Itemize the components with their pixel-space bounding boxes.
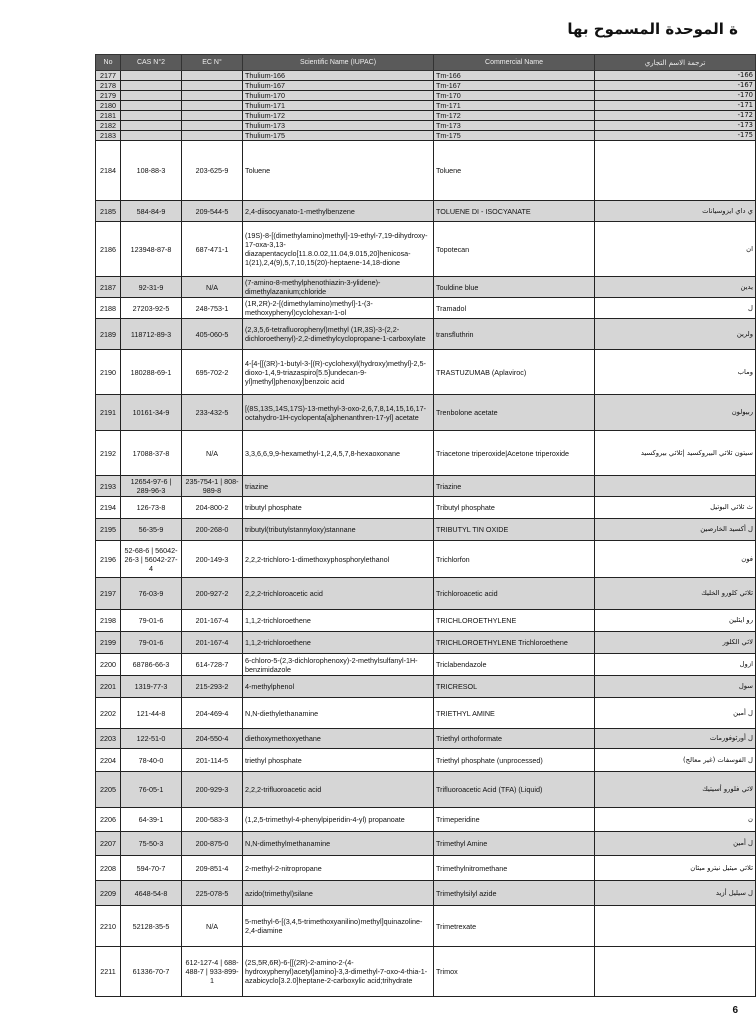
- cas-number: 79-01-6: [121, 610, 182, 632]
- table-row: [96, 578, 756, 610]
- arabic-translation: 175-: [595, 131, 756, 141]
- ec-number: [182, 111, 243, 121]
- arabic-translation: [595, 141, 756, 201]
- row-number: 2185: [96, 201, 121, 222]
- arabic-translation: ثلاثي كلورو الخليك: [595, 578, 756, 610]
- cas-number: 1319-77-3: [121, 676, 182, 698]
- commercial-name: Tm-175: [434, 131, 595, 141]
- header-no: No: [96, 55, 121, 71]
- cas-number: 584-84-9: [121, 201, 182, 222]
- scientific-name: 1,1,2-trichloroethene: [243, 632, 434, 654]
- commercial-name: Triacetone triperoxide|Acetone triperoxide: [434, 431, 595, 476]
- arabic-translation: [595, 476, 756, 497]
- header-ec: EC N°: [182, 55, 243, 71]
- commercial-name: TRIETHYL AMINE: [434, 698, 595, 729]
- cas-number: 12654-97-6 | 289-96-3: [121, 476, 182, 497]
- scientific-name: 4-[4-[[(3R)-1-butyl-3-[(R)-cyclohexyl(hydroxy)methyl]-2,5-dioxo-1,4,9-triazaspiro[5.5]undecan-9-yl]methyl]phenoxy]benzoic acid: [243, 350, 434, 395]
- scientific-name: diethoxymethoxyethane: [243, 729, 434, 749]
- header-translation: ترجمة الاسم التجاري: [595, 55, 756, 71]
- arabic-translation: رو ايثلين: [595, 610, 756, 632]
- arabic-translation: ثلاثي ميثيل نيترو ميثان: [595, 856, 756, 881]
- table-row: [96, 772, 756, 808]
- ec-number: 209-851-4: [182, 856, 243, 881]
- scientific-name: 4-methylphenol: [243, 676, 434, 698]
- ec-number: 225-078-5: [182, 881, 243, 906]
- row-number: 2181: [96, 111, 121, 121]
- table-row: [96, 222, 756, 277]
- arabic-translation: ل أمين: [595, 698, 756, 729]
- arabic-translation: ولرين: [595, 319, 756, 350]
- cas-number: 64-39-1: [121, 808, 182, 832]
- arabic-translation: ازول: [595, 654, 756, 676]
- arabic-translation: [595, 947, 756, 997]
- table-row: [96, 610, 756, 632]
- ec-number: 200-929-3: [182, 772, 243, 808]
- scientific-name: Toluene: [243, 141, 434, 201]
- row-number: 2178: [96, 81, 121, 91]
- row-number: 2192: [96, 431, 121, 476]
- commercial-name: Triclabendazole: [434, 654, 595, 676]
- row-number: 2180: [96, 101, 121, 111]
- cas-number: 17088-37-8: [121, 431, 182, 476]
- commercial-name: Tm-167: [434, 81, 595, 91]
- commercial-name: Tm-170: [434, 91, 595, 101]
- row-number: 2195: [96, 519, 121, 541]
- table-row: [96, 71, 756, 81]
- row-number: 2209: [96, 881, 121, 906]
- header-cas: CAS N°2: [121, 55, 182, 71]
- scientific-name: Thulium-173: [243, 121, 434, 131]
- ec-number: 200-927-2: [182, 578, 243, 610]
- table-row: [96, 832, 756, 856]
- ec-number: 204-469-4: [182, 698, 243, 729]
- ec-number: [182, 101, 243, 111]
- scientific-name: 2,2,2-trichloroacetic acid: [243, 578, 434, 610]
- row-number: 2205: [96, 772, 121, 808]
- scientific-name: 6-chloro-5-(2,3-dichlorophenoxy)-2-methylsulfanyl-1H-benzimidazole: [243, 654, 434, 676]
- arabic-translation: ث ثلاثي البوتيل: [595, 497, 756, 519]
- cas-number: 180288-69-1: [121, 350, 182, 395]
- row-number: 2198: [96, 610, 121, 632]
- scientific-name: azido(trimethyl)silane: [243, 881, 434, 906]
- cas-number: [121, 91, 182, 101]
- ec-number: [182, 91, 243, 101]
- scientific-name: 1,1,2-trichloroethene: [243, 610, 434, 632]
- cas-number: [121, 121, 182, 131]
- scientific-name: Thulium-175: [243, 131, 434, 141]
- table-row: [96, 81, 756, 91]
- cas-number: [121, 81, 182, 91]
- ec-number: [182, 71, 243, 81]
- scientific-name: (19S)-8-[(dimethylamino)methyl]-19-ethyl-7,19-dihydroxy-17-oxa-3,13-diazapentacyclo[11.8.0.02,11.04,9.015,20]henicosa-1(21),2,4(9),5,7,10,15(20)-heptaene-14,18-dione: [243, 222, 434, 277]
- table-row: [96, 201, 756, 222]
- page-number: 6: [732, 1005, 738, 1016]
- ec-number: 215-293-2: [182, 676, 243, 698]
- row-number: 2197: [96, 578, 121, 610]
- ec-number: 204-800-2: [182, 497, 243, 519]
- ec-number: 201-114-5: [182, 749, 243, 772]
- arabic-translation: ل أمين: [595, 832, 756, 856]
- row-number: 2191: [96, 395, 121, 431]
- cas-number: 92-31-9: [121, 277, 182, 298]
- table-row: [96, 698, 756, 729]
- arabic-translation: 166-: [595, 71, 756, 81]
- row-number: 2183: [96, 131, 121, 141]
- table-row: [96, 881, 756, 906]
- commercial-name: Tm-172: [434, 111, 595, 121]
- arabic-translation: ل: [595, 298, 756, 319]
- row-number: 2184: [96, 141, 121, 201]
- scientific-name: tributyl phosphate: [243, 497, 434, 519]
- commercial-name: transfluthrin: [434, 319, 595, 350]
- ec-number: 200-875-0: [182, 832, 243, 856]
- cas-number: 108-88-3: [121, 141, 182, 201]
- ec-number: 612-127-4 | 688-488-7 | 933-899-1: [182, 947, 243, 997]
- row-number: 2201: [96, 676, 121, 698]
- cas-number: 123948-87-8: [121, 222, 182, 277]
- scientific-name: (2,3,5,6-tetrafluorophenyl)methyl (1R,3S)-3-(2,2-dichloroethenyl)-2,2-dimethylcyclopropane-1-carboxylate: [243, 319, 434, 350]
- scientific-name: [(8S,13S,14S,17S)-13-methyl-3-oxo-2,6,7,8,14,15,16,17-octahydro-1H-cyclopenta[a]phenanthren-17-yl] acetate: [243, 395, 434, 431]
- commercial-name: Tm-171: [434, 101, 595, 111]
- ec-number: 405-060-5: [182, 319, 243, 350]
- ec-number: 200-583-3: [182, 808, 243, 832]
- cas-number: 121-44-8: [121, 698, 182, 729]
- commercial-name: Touldine blue: [434, 277, 595, 298]
- ec-number: 233-432-5: [182, 395, 243, 431]
- scientific-name: 2,2,2-trichloro-1-dimethoxyphosphorylethanol: [243, 541, 434, 578]
- commercial-name: Topotecan: [434, 222, 595, 277]
- cas-number: 4648-54-8: [121, 881, 182, 906]
- table-row: [96, 519, 756, 541]
- cas-number: 56-35-9: [121, 519, 182, 541]
- table-row: [96, 121, 756, 131]
- scientific-name: 2,2,2-trifluoroacetic acid: [243, 772, 434, 808]
- header-commercial-name: Commercial Name: [434, 55, 595, 71]
- scientific-name: N,N-dimethylmethanamine: [243, 832, 434, 856]
- cas-number: [121, 111, 182, 121]
- ec-number: N/A: [182, 277, 243, 298]
- row-number: 2202: [96, 698, 121, 729]
- table-row: [96, 91, 756, 101]
- arabic-translation: سول: [595, 676, 756, 698]
- commercial-name: Triethyl phosphate (unprocessed): [434, 749, 595, 772]
- row-number: 2208: [96, 856, 121, 881]
- ec-number: [182, 121, 243, 131]
- commercial-name: Tributyl phosphate: [434, 497, 595, 519]
- data-table: [95, 54, 756, 997]
- table-header-row: [96, 55, 756, 71]
- arabic-translation: لاثي فلورو أسيتيك: [595, 772, 756, 808]
- arabic-translation: فون: [595, 541, 756, 578]
- arabic-translation: ل أورثوفورمات: [595, 729, 756, 749]
- scientific-name: (7-amino-8-methylphenothiazin-3-ylidene)-dimethylazanium;chloride: [243, 277, 434, 298]
- cas-number: 78-40-0: [121, 749, 182, 772]
- cas-number: 52128-35-5: [121, 906, 182, 947]
- row-number: 2188: [96, 298, 121, 319]
- table-row: [96, 131, 756, 141]
- commercial-name: TOLUENE DI - ISOCYANATE: [434, 201, 595, 222]
- cas-number: 52-68-6 | 56042-26-3 | 56042-27-4: [121, 541, 182, 578]
- scientific-name: (1,2,5-trimethyl-4-phenylpiperidin-4-yl) propanoate: [243, 808, 434, 832]
- scientific-name: Thulium-170: [243, 91, 434, 101]
- cas-number: 122-51-0: [121, 729, 182, 749]
- cas-number: 10161-34-9: [121, 395, 182, 431]
- arabic-translation: وماب: [595, 350, 756, 395]
- arabic-translation: ل أكسيد الخارصين: [595, 519, 756, 541]
- row-number: 2211: [96, 947, 121, 997]
- arabic-translation: 173-: [595, 121, 756, 131]
- commercial-name: Trimox: [434, 947, 595, 997]
- commercial-name: Trimethyl Amine: [434, 832, 595, 856]
- row-number: 2194: [96, 497, 121, 519]
- cas-number: [121, 71, 182, 81]
- table-row: [96, 749, 756, 772]
- row-number: 2204: [96, 749, 121, 772]
- data-table-container: [95, 54, 755, 997]
- commercial-name: Trichlorfon: [434, 541, 595, 578]
- cas-number: 61336-70-7: [121, 947, 182, 997]
- ec-number: 200-268-0: [182, 519, 243, 541]
- commercial-name: TRICHLOROETHYLENE: [434, 610, 595, 632]
- row-number: 2203: [96, 729, 121, 749]
- arabic-translation: ي داي ايزوسيانات: [595, 201, 756, 222]
- commercial-name: Trimetrexate: [434, 906, 595, 947]
- scientific-name: 5-methyl-6-[(3,4,5-trimethoxyanilino)methyl]quinazoline-2,4-diamine: [243, 906, 434, 947]
- table-row: [96, 319, 756, 350]
- commercial-name: Trimethylnitromethane: [434, 856, 595, 881]
- ec-number: 204-550-4: [182, 729, 243, 749]
- table-row: [96, 298, 756, 319]
- page-title: ة الموحدة المسموح بها: [567, 20, 738, 38]
- commercial-name: Trifluoroacetic Acid (TFA) (Liquid): [434, 772, 595, 808]
- table-row: [96, 729, 756, 749]
- commercial-name: Toluene: [434, 141, 595, 201]
- scientific-name: (2S,5R,6R)-6-[[(2R)-2-amino-2-(4-hydroxyphenyl)acetyl]amino]-3,3-dimethyl-7-oxo-4-thia-1-azabicyclo[3.2.0]heptane-2-carboxylic acid;trihydrate: [243, 947, 434, 997]
- table-row: [96, 856, 756, 881]
- row-number: 2200: [96, 654, 121, 676]
- arabic-translation: ربيولون: [595, 395, 756, 431]
- commercial-name: Trimeperidine: [434, 808, 595, 832]
- scientific-name: Thulium-166: [243, 71, 434, 81]
- commercial-name: TRICHLOROETHYLENE Trichloroethene: [434, 632, 595, 654]
- table-row: [96, 277, 756, 298]
- header-scientific-name: Scientific Name (IUPAC): [243, 55, 434, 71]
- commercial-name: TRASTUZUMAB (Aplaviroc): [434, 350, 595, 395]
- cas-number: [121, 131, 182, 141]
- commercial-name: Tramadol: [434, 298, 595, 319]
- row-number: 2193: [96, 476, 121, 497]
- cas-number: 126-73-8: [121, 497, 182, 519]
- ec-number: 201-167-4: [182, 610, 243, 632]
- arabic-translation: ان: [595, 222, 756, 277]
- scientific-name: triazine: [243, 476, 434, 497]
- table-row: [96, 808, 756, 832]
- scientific-name: (1R,2R)-2-[(dimethylamino)methyl]-1-(3-methoxyphenyl)cyclohexan-1-ol: [243, 298, 434, 319]
- scientific-name: N,N-diethylethanamine: [243, 698, 434, 729]
- ec-number: 200-149-3: [182, 541, 243, 578]
- table-row: [96, 541, 756, 578]
- arabic-translation: [595, 906, 756, 947]
- row-number: 2189: [96, 319, 121, 350]
- cas-number: [121, 101, 182, 111]
- ec-number: 687-471-1: [182, 222, 243, 277]
- table-row: [96, 111, 756, 121]
- table-row: [96, 476, 756, 497]
- commercial-name: Triethyl orthoformate: [434, 729, 595, 749]
- table-row: [96, 947, 756, 997]
- commercial-name: TRIBUTYL TIN OXIDE: [434, 519, 595, 541]
- row-number: 2206: [96, 808, 121, 832]
- row-number: 2179: [96, 91, 121, 101]
- scientific-name: 3,3,6,6,9,9-hexamethyl-1,2,4,5,7,8-hexaoxonane: [243, 431, 434, 476]
- table-row: [96, 497, 756, 519]
- scientific-name: Thulium-167: [243, 81, 434, 91]
- row-number: 2186: [96, 222, 121, 277]
- cas-number: 79-01-6: [121, 632, 182, 654]
- commercial-name: Tm-173: [434, 121, 595, 131]
- table-row: [96, 676, 756, 698]
- cas-number: 75-50-3: [121, 832, 182, 856]
- row-number: 2177: [96, 71, 121, 81]
- table-row: [96, 654, 756, 676]
- table-row: [96, 395, 756, 431]
- table-row: [96, 431, 756, 476]
- commercial-name: Tm-166: [434, 71, 595, 81]
- row-number: 2182: [96, 121, 121, 131]
- arabic-translation: 171-: [595, 101, 756, 111]
- commercial-name: Triazine: [434, 476, 595, 497]
- row-number: 2190: [96, 350, 121, 395]
- arabic-translation: ن: [595, 808, 756, 832]
- ec-number: 248-753-1: [182, 298, 243, 319]
- table-row: [96, 101, 756, 111]
- cas-number: 76-05-1: [121, 772, 182, 808]
- ec-number: [182, 131, 243, 141]
- row-number: 2199: [96, 632, 121, 654]
- ec-number: 209-544-5: [182, 201, 243, 222]
- commercial-name: Trimethylsilyl azide: [434, 881, 595, 906]
- arabic-translation: 170-: [595, 91, 756, 101]
- cas-number: 118712-89-3: [121, 319, 182, 350]
- table-row: [96, 632, 756, 654]
- arabic-translation: ل الفوسفات (غير معالج): [595, 749, 756, 772]
- row-number: 2207: [96, 832, 121, 856]
- table-row: [96, 350, 756, 395]
- ec-number: 201-167-4: [182, 632, 243, 654]
- cas-number: 27203-92-5: [121, 298, 182, 319]
- arabic-translation: سيتون ثلاثي البيروكسيد |ثلاثي بيروكسيد: [595, 431, 756, 476]
- scientific-name: tributyl(tributylstannyloxy)stannane: [243, 519, 434, 541]
- arabic-translation: ل سيليل أزيد: [595, 881, 756, 906]
- arabic-translation: يدين: [595, 277, 756, 298]
- ec-number: 695-702-2: [182, 350, 243, 395]
- scientific-name: triethyl phosphate: [243, 749, 434, 772]
- ec-number: [182, 81, 243, 91]
- ec-number: N/A: [182, 431, 243, 476]
- row-number: 2187: [96, 277, 121, 298]
- row-number: 2210: [96, 906, 121, 947]
- table-row: [96, 906, 756, 947]
- arabic-translation: لاثي الكلور: [595, 632, 756, 654]
- commercial-name: Trichloroacetic acid: [434, 578, 595, 610]
- arabic-translation: 172-: [595, 111, 756, 121]
- row-number: 2196: [96, 541, 121, 578]
- commercial-name: TRICRESOL: [434, 676, 595, 698]
- cas-number: 68786-66-3: [121, 654, 182, 676]
- ec-number: N/A: [182, 906, 243, 947]
- scientific-name: Thulium-172: [243, 111, 434, 121]
- cas-number: 594-70-7: [121, 856, 182, 881]
- ec-number: 235-754-1 | 808-989-8: [182, 476, 243, 497]
- scientific-name: Thulium-171: [243, 101, 434, 111]
- ec-number: 203-625-9: [182, 141, 243, 201]
- cas-number: 76-03-9: [121, 578, 182, 610]
- commercial-name: Trenbolone acetate: [434, 395, 595, 431]
- arabic-translation: 167-: [595, 81, 756, 91]
- scientific-name: 2,4-diisocyanato-1-methylbenzene: [243, 201, 434, 222]
- ec-number: 614-728-7: [182, 654, 243, 676]
- scientific-name: 2-methyl-2-nitropropane: [243, 856, 434, 881]
- table-row: [96, 141, 756, 201]
